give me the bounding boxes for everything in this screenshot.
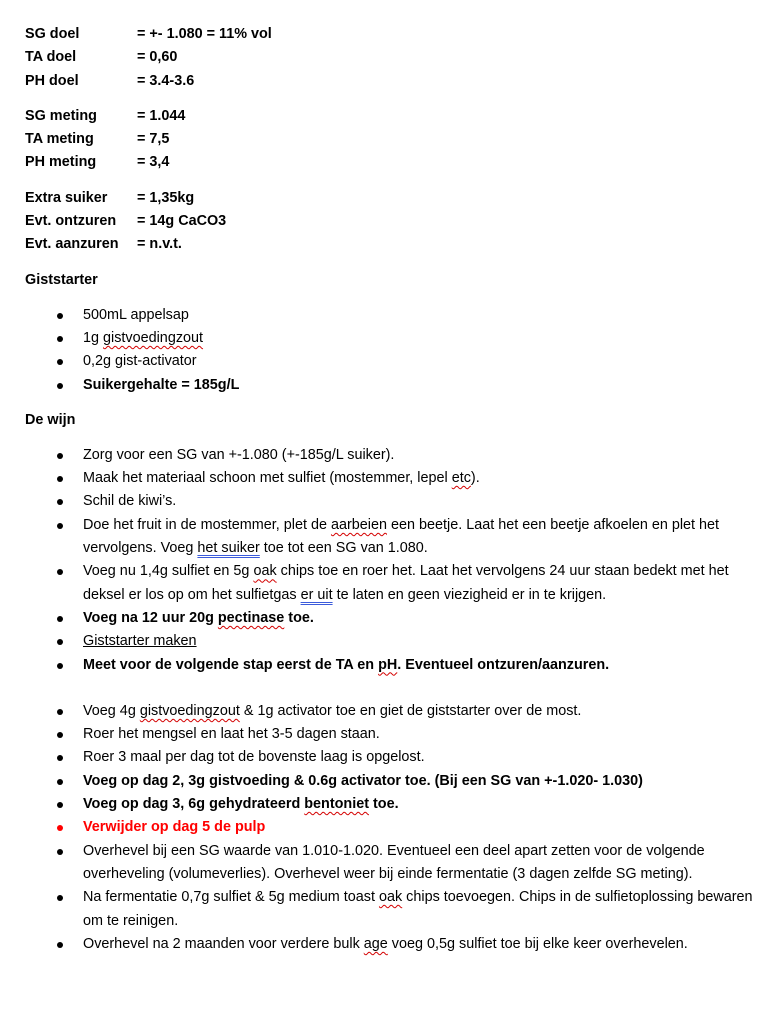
target-value: = 0,60 [137,49,178,66]
fermentation-steps-list [25,700,755,956]
item-text: ). [470,470,480,487]
target-label: SG doel [25,26,80,42]
target-row [25,46,755,69]
list-item [25,514,755,561]
item-text: Meet voor de volgende stap eerst de TA en [83,656,379,673]
target-value: = +- 1.080 = 11% vol [137,26,272,42]
spellcheck-word: aarbeien [330,516,387,533]
item-text: 1g [83,329,104,346]
item-text: . Eventueel ontzuren/aanzuren. [397,656,610,673]
item-text: chips toevoegen. Chips in de sulfietoplossing bewaren om te reinigen. [83,889,753,929]
item-text: Overhevel na 2 maanden voor verdere bulk [83,935,364,952]
spellcheck-word: pectinase [217,609,285,626]
list-item: Schil de kiwi’s. [25,490,755,513]
giststarter-list [25,304,755,397]
list-item [25,654,755,677]
item-text: chips toe en roer het. Laat het vervolgens 24 uur staan bedekt met het deksel er los op om het sulfietgas [83,563,729,603]
item-text: toe. [369,796,399,813]
list-item: Suikergehalte = 185g/L [25,374,755,397]
spellcheck-word: gistvoedingzout [103,329,204,346]
target-label: PH doel [25,72,79,89]
list-item [25,700,755,723]
target-row [25,23,755,46]
target-label: TA doel [25,49,77,66]
item-text: Giststarter maken [83,633,197,650]
measurement-value: = 7,5 [137,131,170,148]
adjustment-label: Evt. aanzuren [25,236,119,253]
list-item [25,560,755,607]
list-item: Roer het mengsel en laat het 3-5 dagen staan. [25,723,755,746]
spellcheck-word: etc [451,470,471,487]
item-text: Doe het fruit in de mostemmer, plet de [83,516,331,533]
list-item [25,607,755,630]
grammar-flag: er uit [300,586,333,603]
item-text: Voeg nu 1,4g sulfiet en 5g [83,563,254,580]
spellcheck-word: gistvoedingzout [139,702,240,719]
list-item [25,327,755,350]
wijn-heading: De wijn [25,411,76,428]
item-text: toe tot een SG van 1.080. [259,540,428,557]
adjustment-row [25,210,755,233]
list-item [25,793,755,816]
adjustment-label: Evt. ontzuren [25,213,117,230]
list-item: Roer 3 maal per dag tot de bovenste laag is opgelost. [25,746,755,769]
adjustment-value: = 1,35kg [137,189,195,206]
item-text: toe. [284,609,314,626]
measurement-label: PH meting [25,154,97,171]
target-value: = 3.4-3.6 [137,72,195,89]
list-item: Overhevel bij een SG waarde van 1.010-1.020. Eventueel een deel apart zetten voor de volgende overheveling (volumeverlies). Overhevel weer bij einde fermentatie (3 dagen zelfde SG meting). [25,840,755,887]
measurement-label: TA meting [25,131,94,148]
grammar-flag: het suiker [197,540,260,557]
measurement-row [25,151,755,174]
list-item [25,886,755,933]
targets-block [25,23,755,93]
adjustment-label: Extra suiker [25,189,108,206]
item-text: & 1g activator toe en giet de giststarter over de most. [239,702,582,719]
list-item [25,933,755,956]
item-text: Voeg 4g [83,702,140,719]
document-page [25,23,755,956]
item-text: Maak het materiaal schoon met sulfiet (mostemmer, lepel [83,470,452,487]
giststarter-heading: Giststarter [25,271,98,288]
list-item: Zorg voor een SG van +-1.080 (+-185g/L suiker). [25,444,755,467]
spellcheck-word: oak [378,889,403,906]
list-item: 500mL appelsap [25,304,755,327]
adjustments-block [25,187,755,257]
item-text: Voeg na 12 uur 20g [83,609,218,626]
item-text: voeg 0,5g sulfiet toe bij elke keer overhevelen. [387,935,688,952]
spellcheck-word: oak [253,563,277,580]
item-text: te laten en geen viezigheid er in te krijgen. [332,586,607,603]
list-item: Voeg op dag 2, 3g gistvoeding & 0.6g activator toe. (Bij een SG van +-1.020- 1.030) [25,770,755,793]
measurement-row [25,128,755,151]
list-item: 0,2g gist-activator [25,350,755,373]
measurement-value: = 3,4 [137,154,170,171]
adjustment-row [25,233,755,256]
item-text: Na fermentatie 0,7g sulfiet & 5g medium toast [83,889,379,906]
wijn-steps-list [25,444,755,677]
spellcheck-word: bentoniet [304,796,369,813]
item-text: Voeg op dag 3, 6g gehydrateerd [83,796,305,813]
measurement-value: = 1.044 [137,107,186,124]
adjustment-value: = 14g CaCO3 [137,213,227,230]
adjustment-value: = n.v.t. [137,236,182,253]
spellcheck-word: pH [378,656,398,673]
spellcheck-word: age [363,935,388,952]
item-text: een beetje. Laat het een beetje afkoelen en plet het vervolgens. Voeg [83,516,720,557]
adjustment-row [25,187,755,210]
measurement-label: SG meting [25,107,97,124]
measurements-block [25,105,755,175]
list-item [25,467,755,490]
target-row [25,70,755,93]
list-item: Verwijder op dag 5 de pulp [25,816,755,839]
measurement-row [25,105,755,128]
list-item [25,630,755,653]
